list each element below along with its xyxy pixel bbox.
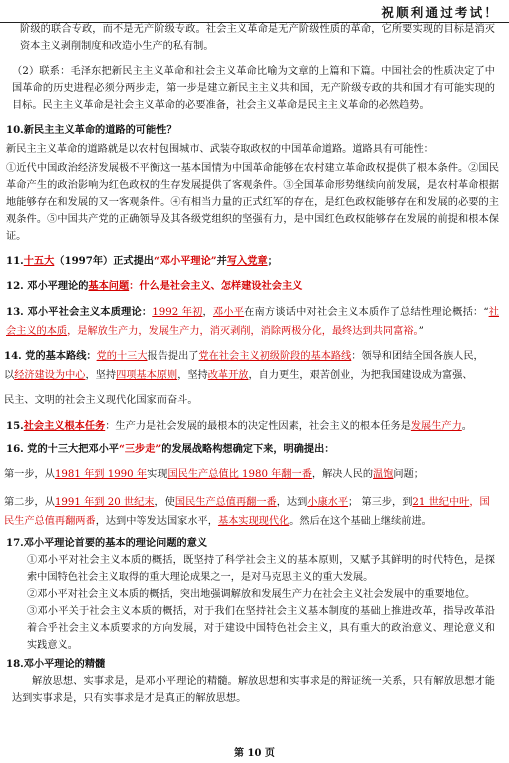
section-13-close-quote: ” [418, 326, 424, 337]
section-14-text-2: ：领导和团结全国各族人民， [351, 351, 484, 362]
section-18-body: 解放思想、实事求是，是邓小平理论的精髓。解放思想和实事求是的辩证统一关系，只有解放思想才能达到实事求是，只有实事求是才是真正的解放思想。 [12, 676, 495, 704]
section-13-essence: 社会主义的本质 [6, 307, 499, 337]
step-3-goal: 民生产总值再翻两番 [4, 516, 96, 527]
section-13-lead: 13. 邓小平社会主义本质理论： [6, 306, 153, 318]
section-17-title: 17.邓小平理论首要的基本的理论问题的意义 [6, 537, 208, 549]
section-17-point-2: ②邓小平对社会主义本质的概括，突出地强调解放和发展生产力在社会主义社会发展中的重要地位。 [27, 589, 476, 600]
section-16-lead: 16. 党的十三大把邓小平 [6, 443, 119, 455]
section-14-continued: 民主、文明的社会主义现代化国家而奋斗。 [4, 395, 198, 406]
section-14-text-4: ，坚持 [85, 370, 117, 381]
section-14-lead: 14. 党的基本路线： [4, 350, 97, 362]
section-15-text: ：生产力是社会发展的最根本的决定性因素，社会主义的根本任务是 [105, 421, 411, 432]
section-14-reform: 改革开放 [207, 370, 249, 381]
section-15-task: 社会主义根本任务 [23, 420, 106, 432]
section-11-and: 并 [216, 255, 227, 267]
section-11-year: （1997年）正式提出 [54, 255, 154, 267]
step-1-period: 1981 年到 1990 年 [54, 469, 148, 480]
section-13-person: 邓小平 [212, 307, 245, 318]
step-1-lead: 第一步，从 [4, 469, 55, 480]
section-14-text-5: ，坚持 [177, 370, 208, 381]
step-3-end: 。然后在这个基础上继续前进。 [289, 516, 432, 527]
step-1-text: 实现 [147, 469, 168, 480]
section-13-comma: ， [202, 307, 213, 318]
section-16-step-2-3 [0, 493, 509, 531]
section-10-intro: 新民主主义革命的道路就是以农村包围城市、武装夺取政权的中国革命道路。道路具有可能性： [6, 144, 434, 155]
section-14-four-principles: 四项基本原则 [116, 370, 178, 381]
section-12 [0, 278, 509, 295]
step-2-xiaokang: 小康水平 [307, 497, 349, 508]
section-15-end: 。 [461, 421, 472, 432]
section-14-text-1: 报告提出了 [147, 351, 199, 362]
section-11 [0, 253, 509, 270]
step-3-lead: ； 第三步，到 [348, 497, 413, 508]
header-title: 祝顺利通过考试！ [381, 5, 499, 20]
step-1-text-2: ，解决人民的 [311, 469, 374, 480]
section-14 [0, 347, 509, 385]
section-14-economic-center: 经济建设为中心 [14, 370, 86, 381]
section-16-title [0, 441, 509, 458]
section-16-three-steps: “三步走” [118, 443, 162, 455]
section-13-date: 1992 年初 [152, 307, 203, 318]
step-1-goal: 国民生产总值比 1980 年翻一番 [167, 469, 312, 480]
page-number: 第 10 页 [234, 748, 275, 759]
section-13-definition: ，是解放生产力，发展生产力，消灭剥削，消除两极分化，最终达到共同富裕。 [67, 326, 419, 337]
section-11-charter: 写入党章 [226, 255, 268, 267]
section-18-title: 18.邓小平理论的精髓 [6, 658, 106, 670]
section-16-step-1 [0, 466, 509, 483]
step-1-end: 问题； [393, 469, 424, 480]
section-11-end: ； [267, 255, 278, 267]
section-14-text-3: 以 [4, 370, 15, 381]
section-11-congress: 十五大 [23, 255, 55, 267]
section-12-lead: 12. 邓小平理论的 [6, 280, 89, 292]
page-content [0, 20, 509, 707]
paragraph-intro-2: （2）联系：毛泽东把新民主主义革命和社会主义革命比喻为文章的上篇和下篇。中国社会的性质决定了中国革命的历史进程必须分两步走，第一步是建立新民主主义共和国，无产阶级专政的共和国才有可能实现的目标。民主主义革命是社会主义革命的必要准备，社会主义革命是民主主义革命的必然趋势。 [12, 66, 495, 111]
section-12-basic-question: 基本问题 [88, 280, 130, 292]
step-2-goal: 国民生产总值再翻一番 [174, 497, 277, 508]
section-10-conditions: ①近代中国政治经济发展极不平衡这一基本国情为中国革命能够在农村建立革命政权提供了根本条件。②国民革命产生的政治影响为红色政权的生存发展提供了客观条件。③全国革命形势继续向前发展，是农村革命根据地能够存在和发展的又一客观条件。④有相当力量的正式红军的存在，是红色政权能够存在和发展的必要的主观条件。⑤中国共产党的正确领导及其各级党组织的坚强有力，是中国红色政权能够存在发展的前提和根本保证。 [6, 163, 499, 242]
section-10-title: 10.新民主主义革命的道路的可能性？ [6, 124, 177, 136]
section-14-congress: 党的十三大 [96, 351, 148, 362]
step-1-subsistence: 温饱 [373, 469, 394, 480]
section-13-text: 在南方谈话中对社会主义本质作了总结性理论概括：“ [244, 307, 489, 318]
step-2-lead: 第二步，从 [4, 497, 55, 508]
step-2-text-2: ，达到 [276, 497, 308, 508]
step-2-text: ，使 [154, 497, 175, 508]
section-17-point-1: ①邓小平对社会主义本质的概括，既坚持了科学社会主义的基本原则，又赋予其鲜明的时代特色，是探索中国特色社会主义取得的重大理论成果之一，是对马克思主义的重大发展。 [27, 555, 495, 583]
step-3-modernization: 基本实现现代化 [217, 516, 290, 527]
section-17-point-3: ③邓小平关于社会主义本质的概括，对于我们在坚持社会主义基本制度的基础上推进改革，指导改革沿着合乎社会主义本质要求的方向发展，对于建设中国特色社会主义，具有重大的政治意义、理论意义和实践意义。 [27, 606, 495, 651]
paragraph-intro-1: 阶级的联合专政，而不是无产阶级专政。社会主义革命是无产阶级性质的革命，它所要实现的目标是消灭资本主义剥削制度和改造小生产的私有制。 [20, 24, 495, 52]
section-14-text-6: ，自力更生，艰苦创业，为把我国建设成为富强、 [248, 370, 473, 381]
step-3-text: ，国 [469, 497, 490, 508]
section-13 [0, 303, 509, 341]
step-3-period: 21 世纪中叶 [412, 497, 470, 508]
section-12-content: ：什么是社会主义、怎样建设社会主义 [129, 280, 303, 292]
section-16-text: 的发展战略构想确定下来，明确提出： [161, 443, 335, 455]
section-14-basic-line: 党在社会主义初级阶段的基本路线 [198, 351, 352, 362]
step-3-text-2: ，达到中等发达国家水平， [95, 516, 218, 527]
section-15-number: 15. [6, 420, 24, 432]
section-15-productivity: 发展生产力 [410, 421, 462, 432]
section-11-number: 11. [6, 255, 24, 267]
section-11-theory: “邓小平理论” [153, 255, 217, 267]
step-2-period: 1991 年到 20 世纪末 [54, 497, 155, 508]
section-15 [0, 418, 509, 435]
